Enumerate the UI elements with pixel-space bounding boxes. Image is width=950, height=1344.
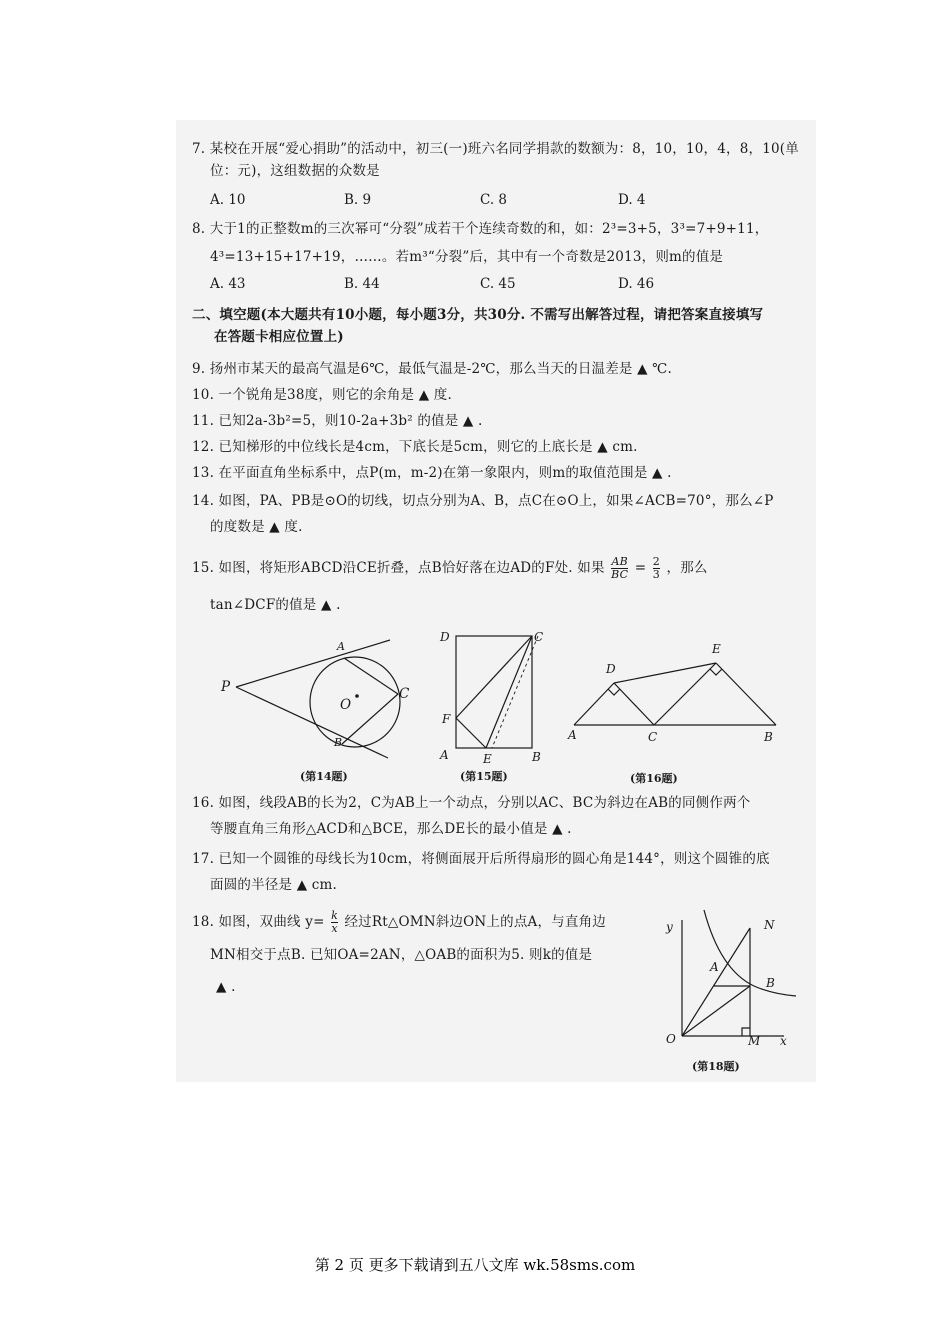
q10: 10. 一个锐角是38度，则它的余角是 ▲ 度. bbox=[192, 387, 452, 403]
q8-option-b: B. 44 bbox=[344, 276, 380, 292]
fig14-caption: (第14题) bbox=[300, 770, 348, 783]
fig16-label-d: D bbox=[606, 662, 616, 676]
fig16-caption: (第16题) bbox=[630, 772, 678, 785]
q12: 12. 已知梯形的中位线长是4cm，下底长是5cm，则它的上底长是 ▲ cm. bbox=[192, 439, 638, 455]
q18-text-a: 18. 如图，双曲线 y= bbox=[192, 914, 325, 930]
fig14-label-c: C bbox=[399, 686, 410, 702]
fig18-label-x: x bbox=[780, 1034, 787, 1048]
q17-line2: 面圆的半径是 ▲ cm. bbox=[210, 877, 338, 893]
q18-frac-denominator: x bbox=[331, 922, 338, 935]
q15-line2: tan∠DCF的值是 ▲ . bbox=[210, 597, 341, 613]
q15-frac-numerator: AB bbox=[611, 555, 628, 568]
q15-equals: = bbox=[634, 560, 647, 576]
q14-line2: 的度数是 ▲ 度. bbox=[210, 519, 303, 535]
fig14-label-p: P bbox=[221, 679, 231, 695]
fig18-label-m: M bbox=[748, 1034, 761, 1048]
q17-line1: 17. 已知一个圆锥的母线长为10cm，将侧面展开后所得扇形的圆心角是144°，则这个圆锥的底 bbox=[192, 851, 770, 867]
q15-line1 bbox=[192, 556, 708, 581]
q7-line2: 位：元)，这组数据的众数是 bbox=[210, 163, 380, 179]
q15-frac2-denominator: 3 bbox=[652, 568, 660, 581]
q18-fraction-k-x bbox=[331, 910, 338, 935]
q11: 11. 已知2a-3b²=5，则10-2a+3b² 的值是 ▲ . bbox=[192, 413, 483, 429]
q15-frac-denominator: BC bbox=[611, 568, 629, 581]
q16-line2: 等腰直角三角形△ACD和△BCE，那么DE长的最小值是 ▲ . bbox=[210, 821, 572, 837]
q8-line2: 4³=13+15+17+19，……。若m³“分裂”后，其中有一个奇数是2013，则m的值是 bbox=[210, 249, 724, 265]
fig15-label-e: E bbox=[483, 752, 492, 766]
fig16-label-c: C bbox=[648, 730, 658, 744]
q15-fraction-ab-bc bbox=[611, 556, 628, 581]
fig14-label-b: B bbox=[334, 736, 343, 749]
q9: 9. 扬州市某天的最高气温是6℃，最低气温是-2℃，那么当天的日温差是 ▲ ℃. bbox=[192, 361, 672, 377]
q18-frac-numerator: k bbox=[331, 909, 338, 922]
fig18-label-a: A bbox=[710, 960, 719, 974]
fig18-label-o: O bbox=[666, 1032, 676, 1046]
fig15-label-c: C bbox=[534, 630, 544, 644]
q8-option-a: A. 43 bbox=[210, 276, 246, 292]
q18-line3: ▲ . bbox=[216, 979, 236, 995]
q18-line2: MN相交于点B. 已知OA=2AN，△OAB的面积为5. 则k的值是 bbox=[210, 947, 593, 963]
q16-line1: 16. 如图，线段AB的长为2，C为AB上一个动点，分别以AC、BC为斜边在AB的同侧作两个 bbox=[192, 795, 751, 811]
figure-16-isosceles-right-triangles bbox=[566, 655, 786, 735]
q15-frac2-numerator: 2 bbox=[652, 555, 660, 568]
page-footer: 第 2 页 更多下载请到五八文库 wk.58sms.com bbox=[314, 1256, 636, 1274]
fig15-label-a: A bbox=[440, 748, 449, 762]
fig14-label-a: A bbox=[337, 640, 345, 653]
fig16-label-b: B bbox=[764, 730, 773, 744]
fig18-label-b: B bbox=[766, 976, 775, 990]
q8-option-d: D. 46 bbox=[618, 276, 655, 292]
fig18-caption: (第18题) bbox=[692, 1060, 740, 1073]
fig15-label-b: B bbox=[532, 750, 541, 764]
fig15-caption: (第15题) bbox=[460, 770, 508, 783]
q14-line1: 14. 如图，PA、PB是⊙O的切线，切点分别为A、B，点C在⊙O上，如果∠ACB=70°，那么∠P bbox=[192, 493, 774, 509]
q7-line1: 7. 某校在开展“爱心捐助”的活动中，初三(一)班六名同学捐款的数额为：8，10，10，4，8，10(单 bbox=[192, 141, 799, 157]
q7-option-b: B. 9 bbox=[344, 192, 372, 208]
q7-option-c: C. 8 bbox=[480, 192, 508, 208]
q15-text-c: ，那么 bbox=[666, 560, 708, 576]
fig18-label-n: N bbox=[764, 918, 775, 932]
figure-14-tangents-circle bbox=[214, 630, 424, 770]
q15-text-a: 15. 如图，将矩形ABCD沿CE折叠，点B恰好落在边AD的F处. 如果 bbox=[192, 560, 605, 576]
fig16-label-e: E bbox=[712, 642, 721, 656]
q8-line1: 8. 大于1的正整数m的三次幂可“分裂”成若干个连续奇数的和，如：2³=3+5，3³=7+9+11， bbox=[192, 221, 769, 237]
q13: 13. 在平面直角坐标系中，点P(m，m-2)在第一象限内，则m的取值范围是 ▲ . bbox=[192, 465, 672, 481]
q8-option-c: C. 45 bbox=[480, 276, 516, 292]
fig15-label-d: D bbox=[440, 630, 450, 644]
fig14-label-o: O bbox=[340, 697, 352, 713]
q7-option-d: D. 4 bbox=[618, 192, 646, 208]
q18-line1 bbox=[192, 910, 606, 935]
q18-text-b: 经过Rt△OMN斜边ON上的点A，与直角边 bbox=[344, 914, 606, 930]
figure-18-hyperbola-triangle bbox=[654, 900, 804, 1050]
section2-heading-line2: 在答题卡相应位置上) bbox=[214, 329, 344, 345]
fig16-label-a: A bbox=[568, 728, 577, 742]
fig15-label-f: F bbox=[442, 712, 451, 726]
fig18-label-y: y bbox=[666, 920, 673, 934]
figure-15-rectangle-fold bbox=[446, 628, 546, 758]
q15-fraction-2-3 bbox=[653, 556, 660, 581]
scanned-exam-page bbox=[176, 120, 816, 1082]
q7-option-a: A. 10 bbox=[210, 192, 246, 208]
section2-heading-line1: 二、填空题(本大题共有10小题，每小题3分，共30分. 不需写出解答过程，请把答案直接填写 bbox=[192, 307, 764, 323]
